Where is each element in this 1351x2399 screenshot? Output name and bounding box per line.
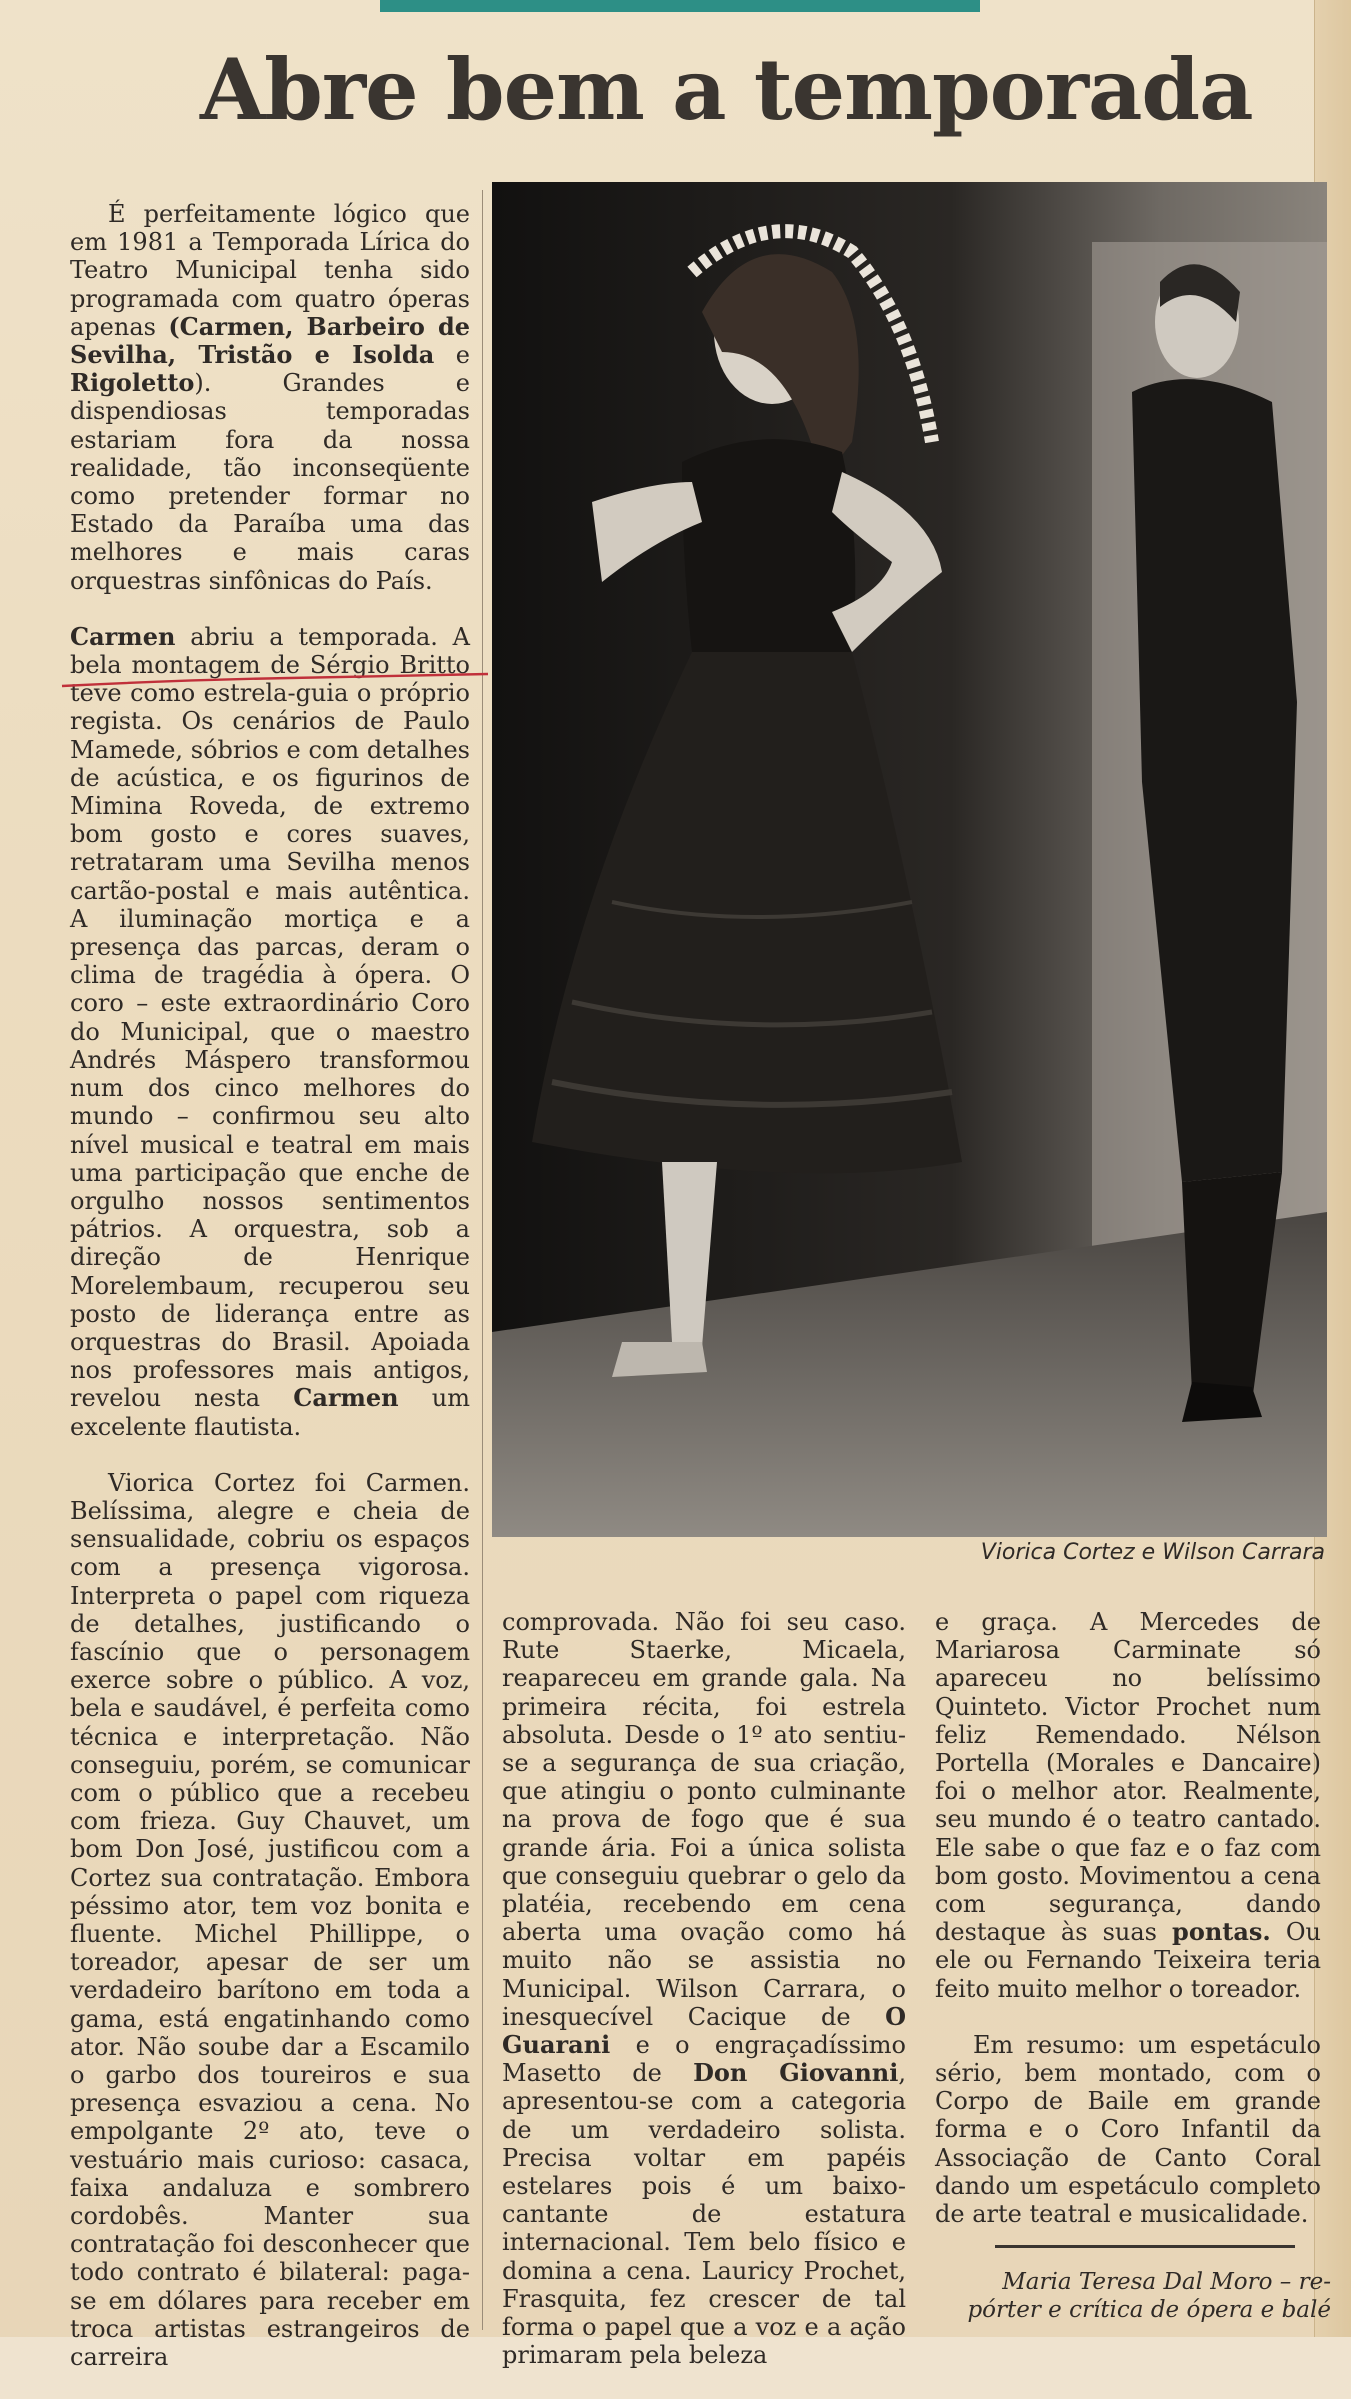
paragraph-supporting-cast: e graça. A Mercedes de Mariarosa Carminate só apareceu no belíssimo Quinteto. Victor Prochet num feliz Remendado. Nélson Portella (Morales e Dancaire) foi o melhor ator. Realmente, seu mundo é o teatro cantado. Ele sabe o que faz e o faz com bom gosto. Movimentou a cena com segurança, dando destaque às suas pontas. Ou ele ou Fernando Teixeira teria feito muito melhor o toreador.	[935, 1608, 1321, 2003]
paragraph-soloists: comprovada. Não foi seu caso. Rute Staerke, Micaela, reapareceu em grande gala. Na primeira récita, foi estrela absoluta. Desde o 1º ato sentiu-se a segurança de sua criação, que atingiu o ponto culminante na prova de fogo que é sua grande ária. Foi a única solista que conseguiu quebrar o gelo da platéia, recebendo em cena aberta uma ovação como há muito não se assistia no Municipal. Wilson Carrara, o inesquecível Cacique de O Guarani e o engraçadíssimo Masetto de Don Giovanni, apresentou-se com a categoria de um verdadeiro solista. Precisa voltar em papéis estelares pois é um baixo-cantante de estatura internacional. Tem belo físico e domina a cena. Lauricy Prochet, Frasquita, fez crescer de tal forma o papel que a voz e a ação primaram pela beleza	[502, 1608, 907, 2370]
article-column-2	[502, 1608, 906, 2397]
article-column-1	[70, 200, 470, 2399]
author-signature: Maria Teresa Dal Moro – re- pórter e crítica de ópera e balé	[967, 2269, 1331, 2323]
pen-underline-mark	[60, 670, 490, 694]
paragraph-summary: Em resumo: um espetáculo sério, bem montado, com o Corpo de Baile em grande forma e o Coro Infantil da Associação de Canto Coral dando um espetáculo completo de arte teatral e musicalidade.	[935, 2030, 1321, 2229]
signature-divider	[995, 2245, 1295, 2248]
performance-photo	[492, 182, 1327, 1537]
column-divider	[482, 190, 483, 2330]
article-column-3	[935, 1608, 1321, 2256]
paragraph-cast-review: Viorica Cortez foi Carmen. Belíssima, alegre e cheia de sensualidade, cobriu os espaços com a presença vigorosa. Interpreta o papel com riqueza de detalhes, justificando o fascínio que o personagem exerce sobre o público. A voz, bela e saudável, é perfeita como técnica e interpretação. Não conseguiu, porém, se comunicar com o público que a recebeu com frieza. Guy Chauvet, um bom Don José, justificou com a Cortez sua contratação. Embora péssimo ator, tem voz bonita e fluente. Michel Phillippe, o toreador, apesar de ser um verdadeiro barítono em toda a gama, está engatinhando como ator. Não soube dar a Escamilo o garbo dos toureiros e sua presença esvaziou a cena. No empolgante 2º ato, teve o vestuário mais curioso: casaca, faixa andaluza e sombrero cordobês. Manter sua contratação foi desconhecer que todo contrato é bilateral: paga-se em dólares para receber em troca artistas estrangeiros de carreira	[70, 1468, 470, 2372]
top-color-strip	[380, 0, 980, 12]
stage-photo-illustration	[492, 182, 1327, 1537]
photo-caption: Viorica Cortez e Wilson Carrara	[980, 1540, 1325, 1565]
paragraph-carmen-production: Carmen abriu a temporada. A bela montagem de Sérgio Britto teve como estrela-guia o próprio regista. Os cenários de Paulo Mamede, sóbrios e com detalhes de acústica, e os figurinos de Mimina Roveda, de extremo bom gosto e cores suaves, retrataram uma Sevilha menos cartão-postal e mais autêntica. A iluminação mortiça e a presença das parcas, deram o clima de tragédia à ópera. O coro – este extraordinário Coro do Municipal, que o maestro Andrés Máspero transformou num dos cinco melhores do mundo – confirmou seu alto nível musical e teatral em mais uma participação que enche de orgulho nossos sentimentos pátrios. A orquestra, sob a direção de Henrique Morelembaum, recuperou seu posto de liderança entre as orquestras do Brasil. Apoiada nos professores mais antigos, revelou nesta Carmen um excelente flautista.	[70, 621, 470, 1441]
headline: Abre bem a temporada	[200, 40, 1253, 139]
paragraph-intro: É perfeitamente lógico que em 1981 a Temporada Lírica do Teatro Municipal tenha sido programada com quatro óperas apenas (Carmen, Barbeiro de Sevilha, Tristão e Isolda e Rigoletto). Grandes e dispendiosas temporadas estariam fora da nossa realidade, tão inconseqüente como pretender formar no Estado da Paraíba uma das melhores e mais caras orquestras sinfônicas do País.	[70, 200, 470, 595]
